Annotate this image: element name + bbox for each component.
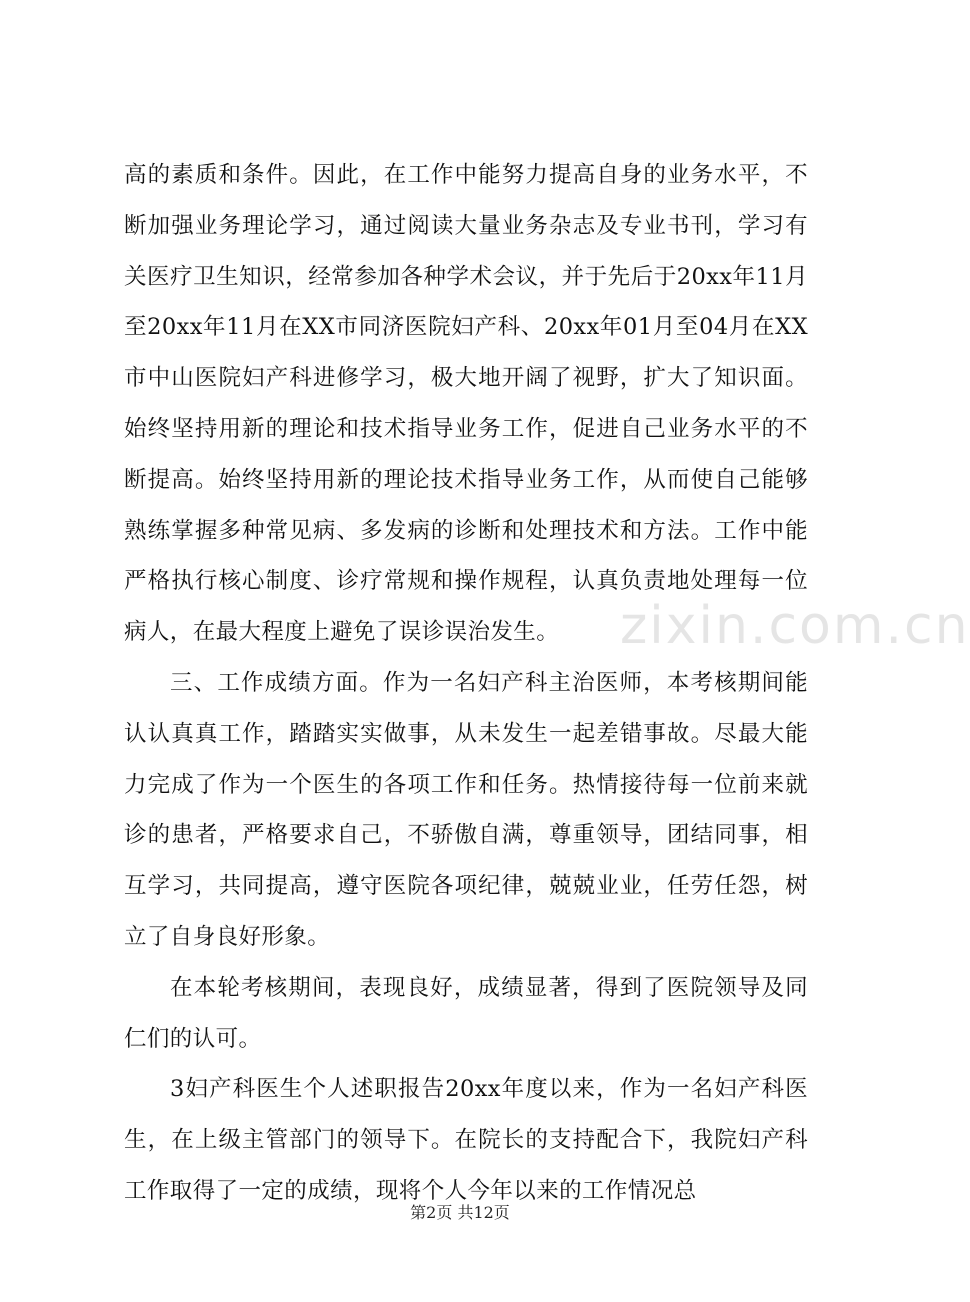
page-footer: 第2页 共12页 <box>410 1203 510 1222</box>
paragraph-3: 在本轮考核期间，表现良好，成绩显著，得到了医院领导及同仁们的认可。 <box>124 974 808 1052</box>
document-body <box>124 150 808 1217</box>
paragraph-1: 高的素质和条件。因此，在工作中能努力提高自身的业务水平，不断加强业务理论学习，通过阅读大量业务杂志及专业书刊，学习有关医疗卫生知识，经常参加各种学术会议，并于先后于20xx年11月至20xx年11月在XX市同济医院妇产科、20xx年01月至04月在XX市中山医院妇产科进修学习，极大地开阔了视野，扩大了知识面。始终坚持用新的理论和技术指导业务工作，促进自己业务水平的不断提高。始终坚持用新的理论技术指导业务工作，从而使自己能够熟练掌握多种常见病、多发病的诊断和处理技术和方法。工作中能严格执行核心制度、诊疗常规和操作规程，认真负责地处理每一位病人，在最大程度上避免了误诊误治发生。 <box>124 162 808 646</box>
paragraph-2: 三、工作成绩方面。作为一名妇产科主治医师，本考核期间能认认真真工作，踏踏实实做事，从未发生一起差错事故。尽最大能力完成了作为一个医生的各项工作和任务。热情接待每一位前来就诊的患者，严格要求自己，不骄傲自满，尊重领导，团结同事，相互学习，共同提高，遵守医院各项纪律，兢兢业业，任劳任怨，树立了自身良好形象。 <box>124 669 808 950</box>
watermark-text: zixin.com.cn <box>620 596 970 656</box>
paragraph-4: 3妇产科医生个人述职报告20xx年度以来，作为一名妇产科医生，在上级主管部门的领导下。在院长的支持配合下，我院妇产科工作取得了一定的成绩，现将个人今年以来的工作情况总 <box>124 1076 808 1204</box>
